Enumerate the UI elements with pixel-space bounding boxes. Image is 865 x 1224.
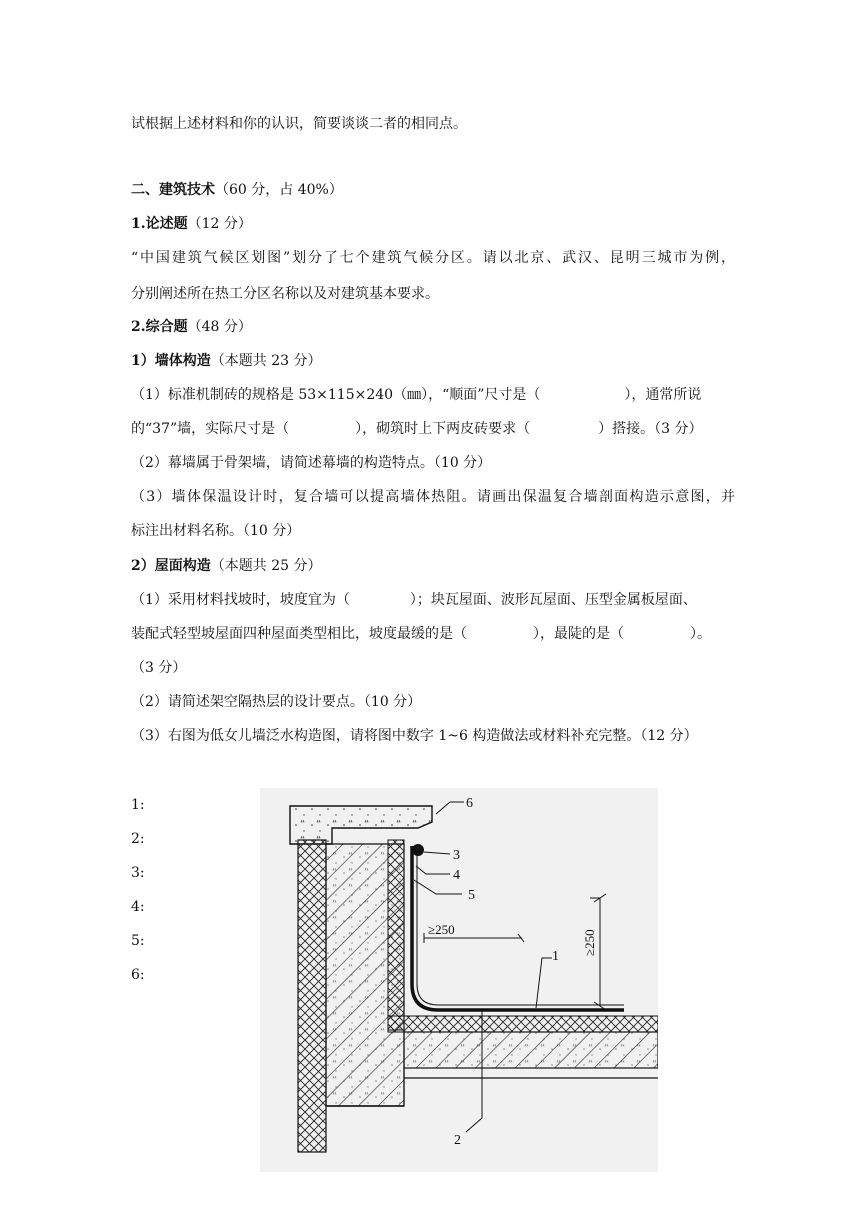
wall-q3-line2: 标注出材料名称。（10 分）: [131, 523, 301, 539]
wall-q1-text-e: ）搭接。（3 分）: [598, 421, 703, 437]
roof-q3-line: （3）右图为低女儿墙泛水构造图，请将图中数字 1~6 构造做法或材料补充完整。（12 分）: [131, 728, 698, 744]
sealant-bead: [412, 844, 424, 856]
roof-score: （本题共 25 分）: [210, 558, 322, 574]
roof-q1-line2: [131, 624, 735, 644]
answer-label-6: 6:: [131, 967, 145, 983]
roof-q1-text-c: 装配式轻型坡屋面四种屋面类型相比，坡度最缓的是（: [131, 626, 467, 642]
roof-insulation: [388, 1016, 658, 1032]
answer-label-1: 1:: [131, 797, 145, 813]
question-1-score: （12 分）: [187, 216, 252, 232]
intro-question-line: 试根据上述材料和你的认识，简要谈谈二者的相同点。: [131, 116, 467, 132]
callout-4: 4: [453, 868, 460, 883]
question-1-text-line1: “中国建筑气候区划图”划分了七个建筑气候分区。请以北京、武汉、昆明三城市为例，: [131, 250, 735, 266]
answer-label-5: 5:: [131, 933, 145, 949]
question-2-score: （48 分）: [187, 319, 252, 335]
answer-label-3: 3:: [131, 865, 145, 881]
callout-1: 1: [552, 949, 559, 964]
callout-6: 6: [466, 796, 473, 811]
dimension-horizontal: ≥250: [428, 922, 455, 937]
parapet-flashing-diagram: [260, 788, 658, 1172]
question-1-heading: [131, 214, 735, 234]
roof-title: 2）屋面构造: [131, 558, 211, 574]
wall-q1-text-d: ），砌筑时上下两皮砖要求（: [355, 421, 531, 437]
wall-q1-text-b: ），通常所说: [624, 387, 702, 403]
wall-q1-line1: [131, 385, 735, 405]
question-1-title: 1.论述题: [131, 216, 188, 232]
wall-q1-text-c: 的“37”墙，实际尺寸是（: [131, 421, 290, 437]
roof-q1-line1: [131, 590, 735, 610]
coping-slab: [290, 806, 432, 844]
wall-score: （本题共 23 分）: [210, 353, 322, 369]
wall-q3-line1: （3）墙体保温设计时，复合墙可以提高墙体热阻。请画出保温复合墙剖面构造示意图，并: [131, 489, 735, 505]
roof-q1-text-b: ）；块瓦屋面、波形瓦屋面、压型金属板屋面、: [409, 592, 697, 608]
roof-q1-text-e: ）。: [690, 626, 711, 642]
diagram-svg: [260, 788, 658, 1172]
callout-2: 2: [454, 1133, 461, 1148]
roof-q1-text-d: ），最陡的是（: [533, 626, 624, 642]
roof-heading: [131, 556, 735, 576]
section-heading: [131, 180, 735, 200]
roof-q1-text-a: （1）采用材料找坡时，坡度宜为（: [131, 592, 350, 608]
wall-title: 1）墙体构造: [131, 353, 211, 369]
section-score: （60 分，占 40%）: [215, 182, 343, 198]
callout-3: 3: [453, 848, 460, 863]
wall-q2-line: （2）幕墙属于骨架墙，请简述幕墙的构造特点。（10 分）: [131, 455, 492, 471]
dimension-vertical: ≥250: [582, 929, 597, 956]
roof-q1-line3: （3 分）: [131, 660, 187, 676]
wall-q1-line2: [131, 419, 735, 439]
section-title: 二、建筑技术: [131, 182, 215, 198]
wall-heading: [131, 351, 735, 371]
roof-q2-line: （2）请简述架空隔热层的设计要点。（10 分）: [131, 694, 422, 710]
outer-insulation: [298, 840, 326, 1152]
parapet-insulation: [388, 840, 404, 1030]
question-2-heading: [131, 317, 735, 337]
question-1-text-line2: 分别阐述所在热工分区名称以及对建筑基本要求。: [131, 286, 439, 302]
wall-q1-text-a: （1）标准机制砖的规格是 53×115×240（㎜），“顺面”尺寸是（: [131, 387, 541, 403]
callout-5: 5: [468, 888, 475, 903]
answer-label-4: 4:: [131, 899, 145, 915]
answer-label-2: 2:: [131, 831, 145, 847]
question-2-title: 2.综合题: [131, 319, 188, 335]
